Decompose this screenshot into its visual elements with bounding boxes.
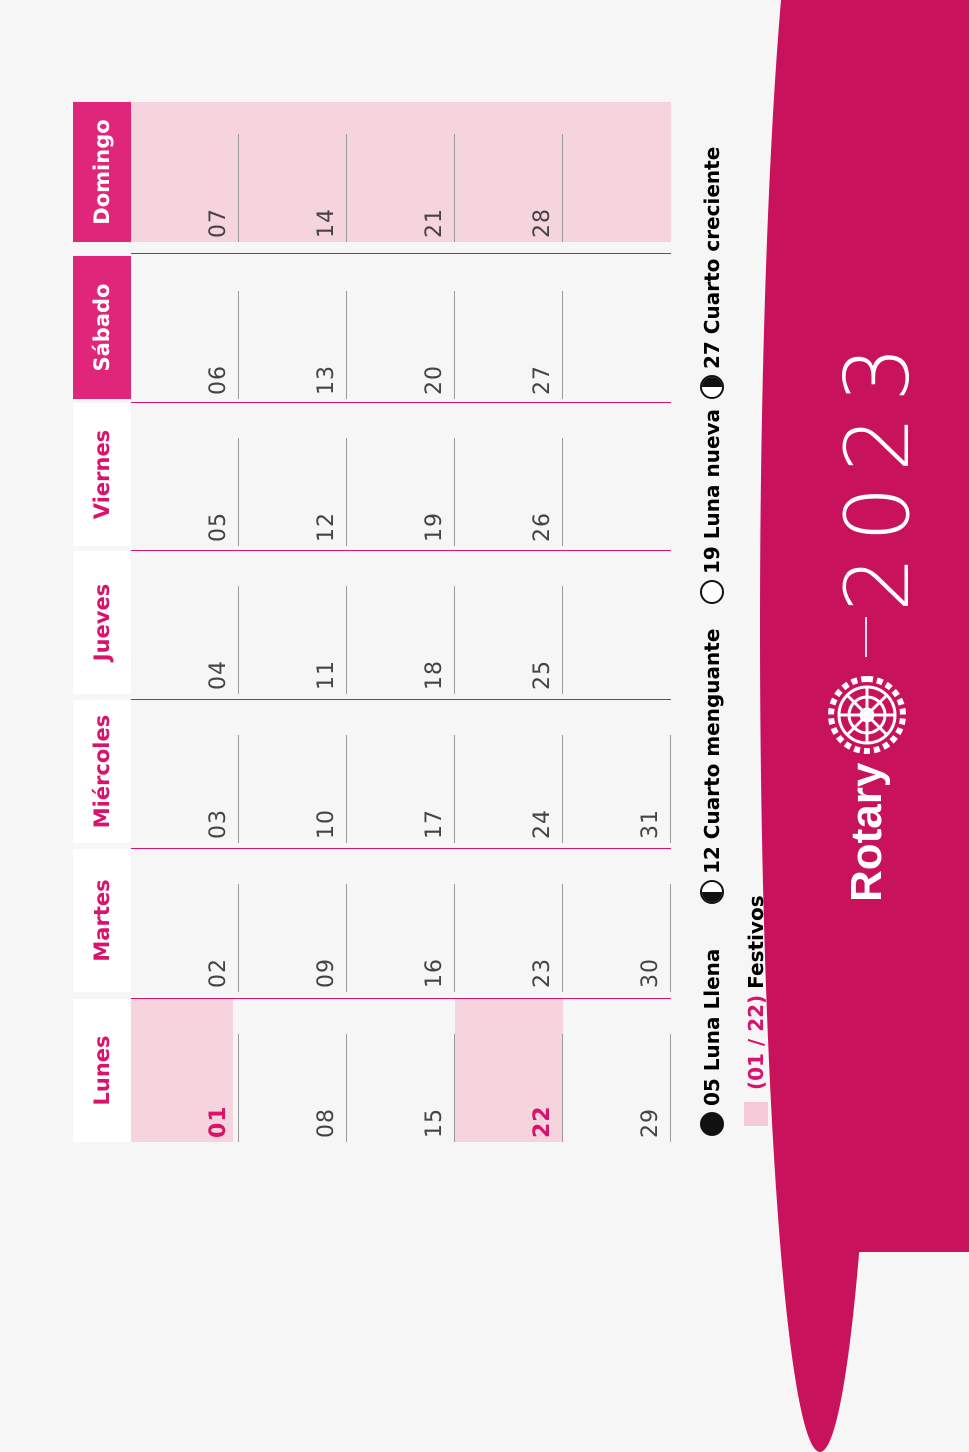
day-number: 08	[314, 1108, 339, 1138]
day-cell	[347, 551, 455, 694]
holiday-swatch	[744, 1102, 768, 1126]
day-number: 16	[422, 958, 447, 988]
day-number: 22	[530, 1105, 555, 1138]
day-cell	[347, 849, 455, 992]
day-number: 28	[530, 208, 555, 238]
day-number: 02	[206, 958, 231, 988]
header-sabado: Sábado	[73, 256, 131, 399]
day-cell	[455, 551, 563, 694]
legend-last-quarter-label: 12 Cuarto menguante	[700, 628, 724, 874]
day-cell	[347, 700, 455, 843]
day-cell	[131, 403, 239, 546]
header-jueves: Jueves	[73, 551, 131, 694]
day-cell	[455, 849, 563, 992]
day-number: 20	[422, 365, 447, 395]
day-cell	[239, 256, 347, 399]
day-cell	[563, 551, 671, 694]
day-cell	[239, 403, 347, 546]
day-cell	[563, 849, 671, 992]
day-number: 25	[530, 660, 555, 690]
day-cell	[563, 102, 671, 242]
day-cell	[563, 999, 671, 1142]
day-cell	[239, 102, 347, 242]
day-number: 29	[638, 1108, 663, 1138]
header-martes: Martes	[73, 849, 131, 992]
rotary-wheel-icon	[825, 673, 909, 757]
day-cell	[455, 256, 563, 399]
day-number: 03	[206, 809, 231, 839]
day-cell	[347, 999, 455, 1142]
day-cell	[347, 102, 455, 242]
day-number: 24	[530, 809, 555, 839]
day-cell	[455, 700, 563, 843]
day-cell	[563, 700, 671, 843]
new-moon-icon	[700, 580, 724, 604]
day-cell	[131, 849, 239, 992]
day-number: 27	[530, 365, 555, 395]
day-cell	[563, 403, 671, 546]
day-cell	[563, 256, 671, 399]
legend-new-moon-label: 19 Luna nueva	[700, 408, 724, 574]
day-number: 18	[422, 660, 447, 690]
day-number: 30	[638, 958, 663, 988]
header-domingo: Domingo	[73, 102, 131, 242]
legend-first-quarter	[700, 147, 724, 399]
day-number: 11	[314, 660, 339, 690]
day-number: 07	[206, 208, 231, 238]
day-cell	[131, 700, 239, 843]
row-divider	[670, 1034, 671, 1142]
brand-separator	[865, 617, 867, 657]
rotary-logo	[825, 673, 909, 902]
legend-holidays	[744, 895, 768, 1126]
day-cell	[239, 551, 347, 694]
first-quarter-moon-icon	[700, 375, 724, 399]
day-number: 13	[314, 365, 339, 395]
day-cell	[455, 102, 563, 242]
rotary-wordmark: Rotary	[842, 762, 891, 902]
day-number: 05	[206, 512, 231, 542]
day-number: 31	[638, 809, 663, 839]
day-number: 10	[314, 809, 339, 839]
legend-full-moon-label: 05 Luna Llena	[700, 948, 724, 1106]
day-number: 21	[422, 208, 447, 238]
day-number: 17	[422, 809, 447, 839]
day-number: 06	[206, 365, 231, 395]
day-cell	[455, 999, 563, 1142]
day-number: 19	[422, 512, 447, 542]
day-number: 09	[314, 958, 339, 988]
brand-band	[792, 0, 969, 1252]
full-moon-icon	[700, 1112, 724, 1136]
header-viernes: Viernes	[73, 403, 131, 546]
day-cell	[347, 403, 455, 546]
day-number: 23	[530, 958, 555, 988]
day-cell	[239, 849, 347, 992]
row-divider	[670, 735, 671, 843]
day-cell	[131, 102, 239, 242]
day-cell	[239, 700, 347, 843]
day-cell	[239, 999, 347, 1142]
year-label: 2023	[826, 332, 929, 612]
day-number: 12	[314, 512, 339, 542]
legend-full-moon	[700, 949, 724, 1136]
legend-holidays-label: Festivos	[744, 895, 768, 989]
day-cell	[131, 551, 239, 694]
row-divider	[670, 884, 671, 992]
header-lunes: Lunes	[73, 999, 131, 1142]
header-miercoles: Miércoles	[73, 700, 131, 843]
col-sep	[131, 253, 671, 254]
day-number: 01	[206, 1105, 231, 1138]
day-number: 15	[422, 1108, 447, 1138]
legend-new-moon	[700, 409, 724, 604]
day-number: 26	[530, 512, 555, 542]
day-cell	[347, 256, 455, 399]
day-cell	[131, 999, 239, 1142]
legend-last-quarter	[700, 629, 724, 904]
day-number: 14	[314, 208, 339, 238]
legend-holidays-dates: (01 / 22)	[744, 994, 768, 1090]
day-number: 04	[206, 660, 231, 690]
legend-first-quarter-label: 27 Cuarto creciente	[700, 146, 724, 369]
last-quarter-moon-icon	[700, 880, 724, 904]
day-cell	[131, 256, 239, 399]
day-cell	[455, 403, 563, 546]
